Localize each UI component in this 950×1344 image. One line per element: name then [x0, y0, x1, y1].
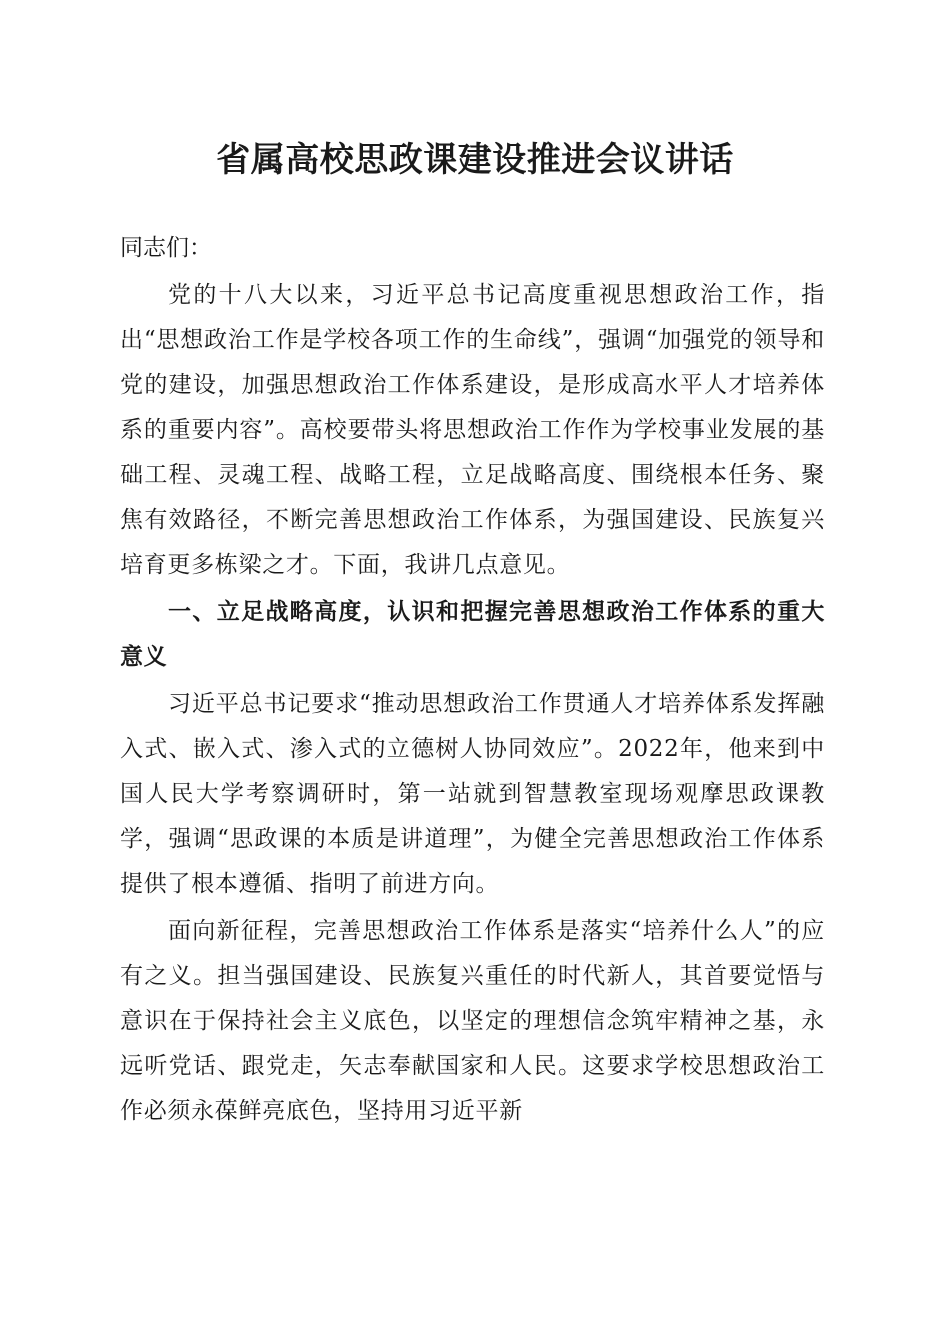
section-heading-1: 一、立足战略高度，认识和把握完善思想政治工作体系的重大意义	[120, 599, 825, 670]
paragraph-intro: 党的十八大以来，习近平总书记高度重视思想政治工作，指出“思想政治工作是学校各项工作的生命线”，强调“加强党的领导和党的建设，加强思想政治工作体系建设，是形成高水平人才培养体系的重要内容”。高校要带头将思想政治工作作为学校事业发展的基础工程、灵魂工程、战略工程，立足战略高度、围绕根本任务、聚焦有效路径，不断完善思想政治工作体系，为强国建设、民族复兴培育更多栋梁之才。下面，我讲几点意见。	[120, 282, 825, 578]
document-body	[120, 226, 825, 1136]
salutation: 同志们：	[120, 235, 212, 261]
document-title: 省属高校思政课建设推进会议讲话	[216, 140, 734, 180]
paragraph-2: 面向新征程，完善思想政治工作体系是落实“培养什么人”的应有之义。担当强国建设、民族复兴重任的时代新人，其首要觉悟与意识在于保持社会主义底色，以坚定的理想信念筑牢精神之基，永远听党话、跟党走，矢志奉献国家和人民。这要求学校思想政治工作必须永葆鲜亮底色，坚持用习近平新	[120, 918, 825, 1124]
paragraph-1: 习近平总书记要求“推动思想政治工作贯通人才培养体系发挥融入式、嵌入式、渗入式的立德树人协同效应”。2022年，他来到中国人民大学考察调研时，第一站就到智慧教室现场观摩思政课教学，强调“思政课的本质是讲道理”，为健全完善思想政治工作体系提供了根本遵循、指明了前进方向。	[120, 691, 825, 897]
